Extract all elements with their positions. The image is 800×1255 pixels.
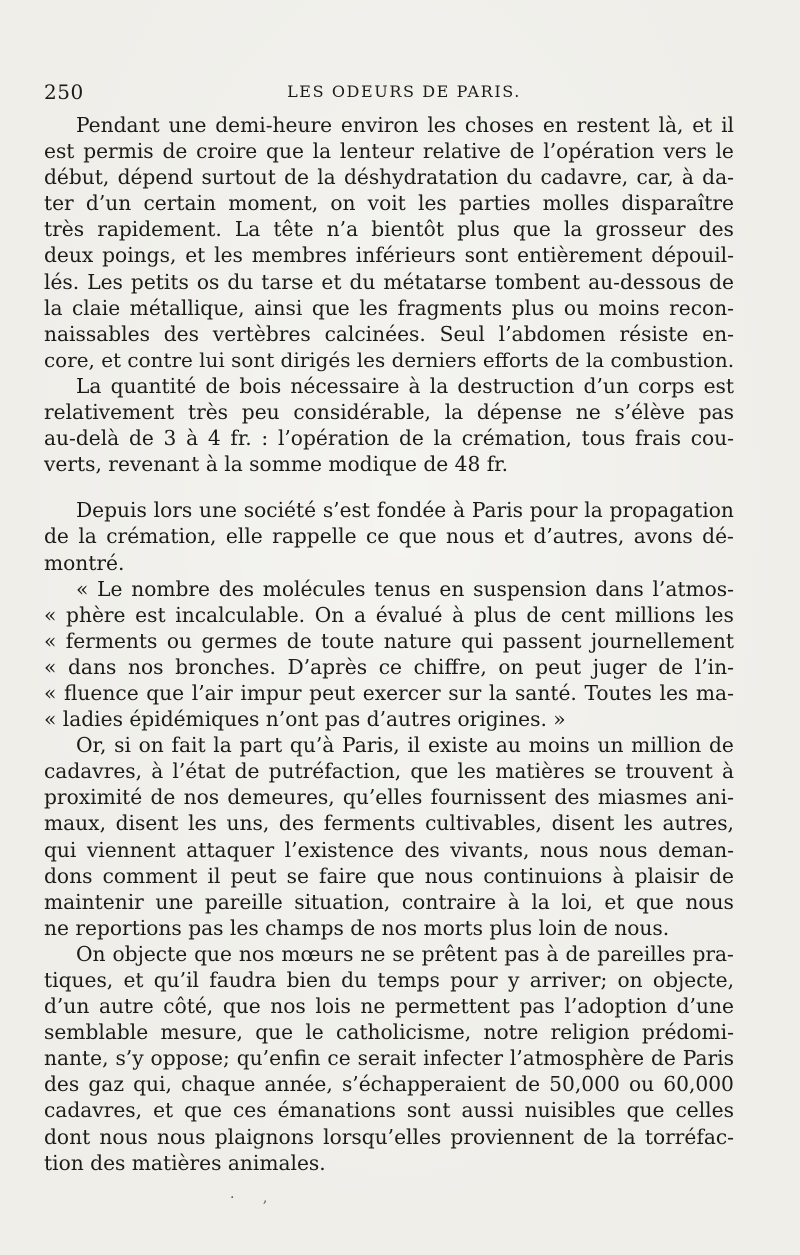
text-line: lés. Les petits os du tarse et du métatarse tombent au-dessous de — [44, 269, 734, 294]
text-line: au-delà de 3 à 4 fr. : l’opération de la crémation, tous frais cou- — [44, 426, 734, 451]
text-line: ter d’un certain moment, on voit les parties molles disparaître — [44, 191, 734, 216]
text-line: maintenir une pareille situation, contraire à la loi, et que nous — [44, 889, 734, 914]
text-line: dont nous nous plaignons lorsqu’elles proviennent de la torréfac- — [44, 1124, 734, 1149]
text-line: début, dépend surtout de la déshydratation du cadavre, car, à da- — [44, 165, 734, 190]
text-line: Or, si on fait la part qu’à Paris, il existe au moins un million de — [76, 733, 734, 758]
text-line: core, et contre lui sont dirigés les derniers efforts de la combustion. — [44, 347, 735, 372]
paragraph — [44, 112, 734, 373]
body-text — [44, 112, 734, 1176]
text-line: naissables des vertèbres calcinées. Seul l’abdomen résiste en- — [44, 321, 734, 346]
paragraph-gap — [44, 477, 734, 497]
text-line: relativement très peu considérable, la dépense ne s’élève pas — [44, 400, 734, 425]
text-line: deux poings, et les membres inférieurs sont entièrement dépouil- — [44, 243, 734, 268]
text-line: dons comment il peut se faire que nous continuions à plaisir de — [44, 863, 734, 888]
text-line: La quantité de bois nécessaire à la destruction d’un corps est — [76, 373, 734, 398]
running-title: LES ODEURS DE PARIS. — [287, 82, 521, 101]
text-line: tiques, et qu’il faudra bien du temps pour y arriver; on objecte, — [44, 968, 734, 992]
text-line: montré. — [44, 550, 125, 575]
paragraph — [44, 576, 734, 733]
text-line: proximité de nos demeures, qu’elles fournissent des miasmes ani- — [44, 785, 734, 810]
text-line: On objecte que nos mœurs ne se prêtent pas à de pareilles pra- — [76, 941, 734, 966]
paragraph — [44, 941, 734, 1176]
page-number: 250 — [44, 80, 84, 104]
text-line: d’un autre côté, que nos lois ne permettent pas l’adoption d’une — [44, 994, 734, 1019]
text-line: « ferments ou germes de toute nature qui passent journellement — [44, 628, 734, 653]
text-line: est permis de croire que la lenteur relative de l’opération vers le — [44, 139, 734, 164]
text-line: « fluence que l’air impur peut exercer sur la santé. Toutes les ma- — [44, 680, 734, 705]
text-line: « Le nombre des molécules tenus en suspension dans l’atmos- — [76, 576, 734, 601]
text-line: Depuis lors une société s’est fondée à Paris pour la propagation — [76, 498, 734, 523]
paragraph — [44, 732, 734, 941]
text-line: ne reportions pas les champs de nos morts plus loin de nous. — [44, 915, 670, 940]
text-line: semblable mesure, que le catholicisme, notre religion prédomi- — [44, 1020, 734, 1045]
paragraph — [44, 497, 734, 575]
text-line: qui viennent attaquer l’existence des vivants, nous nous deman- — [44, 837, 734, 862]
text-line: verts, revenant à la somme modique de 48 fr. — [44, 452, 509, 477]
text-line: « phère est incalculable. On a évalué à plus de cent millions les — [44, 602, 734, 627]
text-line: la claie métallique, ainsi que les fragments plus ou moins recon- — [44, 295, 734, 320]
text-line: Pendant une demi-heure environ les choses en restent là, et il — [76, 113, 734, 137]
text-line: tion des matières animales. — [44, 1150, 326, 1175]
text-line: cadavres, à l’état de putréfaction, que les matières se trouvent à — [44, 759, 734, 784]
text-line: très rapidement. La tête n’a bientôt plus que la grosseur des — [44, 217, 734, 242]
paragraph — [44, 373, 734, 477]
text-line: des gaz qui, chaque année, s’échapperaient de 50,000 ou 60,000 — [44, 1072, 734, 1097]
running-header — [44, 80, 734, 108]
print-specks: · , — [230, 1190, 280, 1206]
text-line: nante, s’y oppose; qu’enfin ce serait infecter l’atmosphère de Paris — [44, 1046, 734, 1071]
text-line: « ladies épidémiques n’ont pas d’autres origines. » — [44, 707, 566, 732]
text-line: « dans nos bronches. D’après ce chiffre, on peut juger de l’in- — [44, 654, 734, 679]
text-line: cadavres, et que ces émanations sont aussi nuisibles que celles — [44, 1098, 734, 1123]
text-line: maux, disent les uns, des ferments cultivables, disent les autres, — [44, 811, 734, 836]
text-line: de la crémation, elle rappelle ce que nous et d’autres, avons dé- — [44, 524, 734, 549]
